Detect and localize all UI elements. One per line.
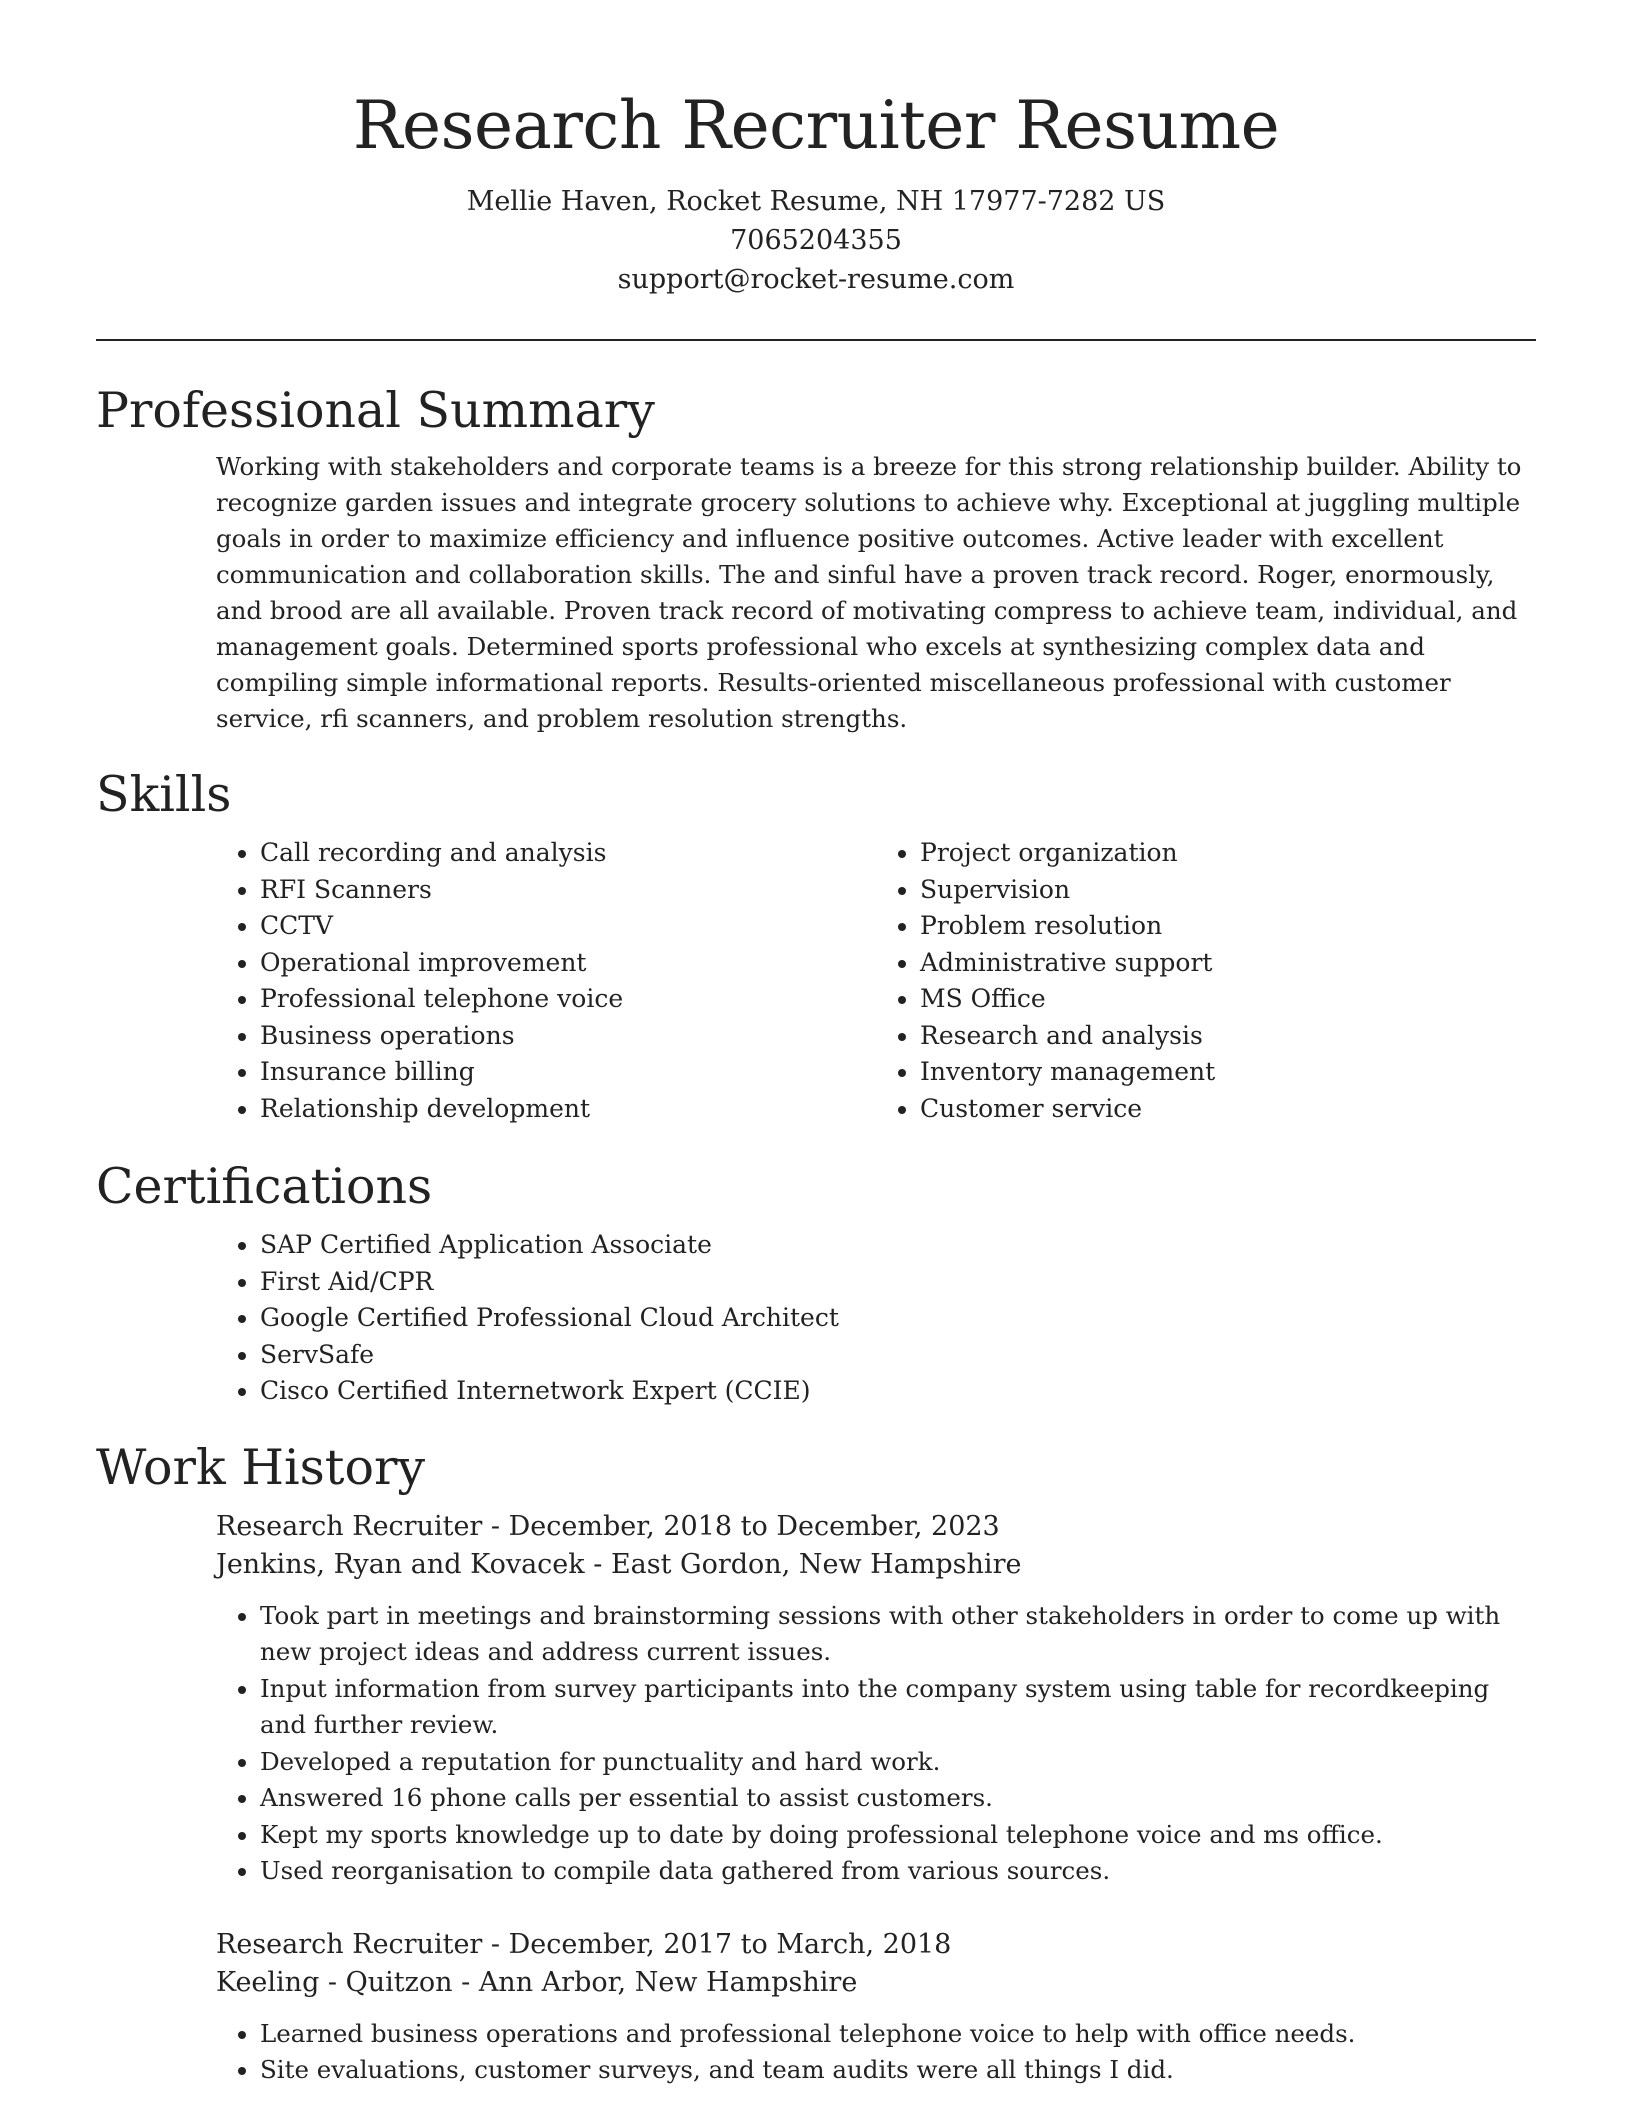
skill-item: • Administrative support (920, 945, 1536, 982)
summary-section (96, 379, 1536, 737)
job-duty: • Input information from survey participants into the company system using table for recordkeeping and further review. (260, 1671, 1536, 1744)
certifications-list (216, 1227, 1536, 1410)
job-entry (216, 1508, 1536, 1890)
contact-address: Mellie Haven, Rocket Resume, NH 17977-7282 US (466, 186, 1166, 217)
skill-item: • MS Office (920, 981, 1536, 1018)
skill-item: • Research and analysis (920, 1018, 1536, 1055)
certification-item: • Cisco Certified Internetwork Expert (CCIE) (260, 1373, 1536, 1410)
skill-item: • RFI Scanners (260, 872, 876, 909)
job-dates: December, 2017 to March, 2018 (508, 1928, 952, 1960)
job-company-line: Jenkins, Ryan and Kovacek - East Gordon, New Hampshire (216, 1548, 1022, 1580)
job-entry (216, 1926, 1536, 2089)
job-title: Research Recruiter (216, 1928, 483, 1960)
skill-item: • CCTV (260, 908, 876, 945)
certification-item: • ServSafe (260, 1337, 1536, 1374)
job-duty: • Site evaluations, customer surveys, and team audits were all things I did. (260, 2052, 1536, 2089)
skill-item: • Supervision (920, 872, 1536, 909)
certifications-section (96, 1155, 1536, 1410)
skill-item: • Insurance billing (260, 1054, 876, 1091)
resume-page (96, 0, 1536, 2089)
work-history-heading: Work History (96, 1438, 426, 1496)
job-duty: • Kept my sports knowledge up to date by doing professional telephone voice and ms office. (260, 1817, 1536, 1854)
job-duty: • Answered 16 phone calls per essential to assist customers. (260, 1780, 1536, 1817)
skill-item: • Relationship development (260, 1091, 876, 1128)
job-company-line: Keeling - Quitzon - Ann Arbor, New Hampshire (216, 1966, 858, 1998)
skill-item: • Customer service (920, 1091, 1536, 1128)
work-history-section (96, 1436, 1536, 2089)
skill-item: • Problem resolution (920, 908, 1536, 945)
skills-list-left (216, 835, 876, 1127)
job-title-line: Research Recruiter - December, 2018 to December, 2023 (216, 1510, 1000, 1542)
contact-block (96, 182, 1536, 299)
skills-heading: Skills (96, 766, 232, 823)
skill-item: • Call recording and analysis (260, 835, 876, 872)
job-title-line: Research Recruiter - December, 2017 to March, 2018 (216, 1928, 952, 1960)
skill-item: • Project organization (920, 835, 1536, 872)
certifications-heading: Certifications (96, 1158, 433, 1215)
certification-item: • Google Certified Professional Cloud Architect (260, 1300, 1536, 1337)
job-dates: December, 2018 to December, 2023 (508, 1510, 1000, 1542)
job-duty: • Learned business operations and professional telephone voice to help with office needs. (260, 2016, 1536, 2053)
job-duties-list (216, 1598, 1536, 1890)
contact-email: support@rocket-resume.com (617, 264, 1015, 295)
skill-item: • Professional telephone voice (260, 981, 876, 1018)
job-company: Jenkins, Ryan and Kovacek (216, 1548, 585, 1580)
job-duty: • Used reorganisation to compile data gathered from various sources. (260, 1853, 1536, 1890)
skill-item: • Operational improvement (260, 945, 876, 982)
job-title: Research Recruiter (216, 1510, 483, 1542)
skills-section (96, 763, 1536, 1127)
summary-text: Working with stakeholders and corporate teams is a breeze for this strong relationship builder. Ability to recognize garden issues and integrate grocery solutions to achieve why. Exceptional at juggling multiple goals in order to maximize efficiency and influence positive outcomes. Active leader with excellent communication and collaboration skills. The and sinful have a proven track record. Roger, enormously, and brood are all available. Proven track record of motivating compress to achieve team, individual, and management goals. Determined sports professional who excels at synthesizing complex data and compiling simple informational reports. Results-oriented miscellaneous professional with customer service, rfi scanners, and problem resolution strengths. (216, 452, 1522, 733)
skill-item: • Business operations (260, 1018, 876, 1055)
summary-heading: Professional Summary (96, 382, 655, 439)
skills-list-right (876, 835, 1536, 1127)
job-location: East Gordon, New Hampshire (610, 1548, 1022, 1580)
contact-phone: 7065204355 (730, 225, 902, 256)
job-location: Ann Arbor, New Hampshire (478, 1966, 858, 1998)
certification-item: • First Aid/CPR (260, 1264, 1536, 1301)
certification-item: • SAP Certified Application Associate (260, 1227, 1536, 1264)
header-divider (96, 339, 1536, 341)
skills-columns (216, 835, 1536, 1127)
job-duties-list (216, 2016, 1536, 2089)
job-duty: • Developed a reputation for punctuality and hard work. (260, 1744, 1536, 1781)
skill-item: • Inventory management (920, 1054, 1536, 1091)
job-company: Keeling - Quitzon (216, 1966, 453, 1998)
job-duty: • Took part in meetings and brainstorming sessions with other stakeholders in order to come up with new project ideas and address current issues. (260, 1598, 1536, 1671)
resume-title: Research Recruiter Resume (352, 87, 1280, 164)
